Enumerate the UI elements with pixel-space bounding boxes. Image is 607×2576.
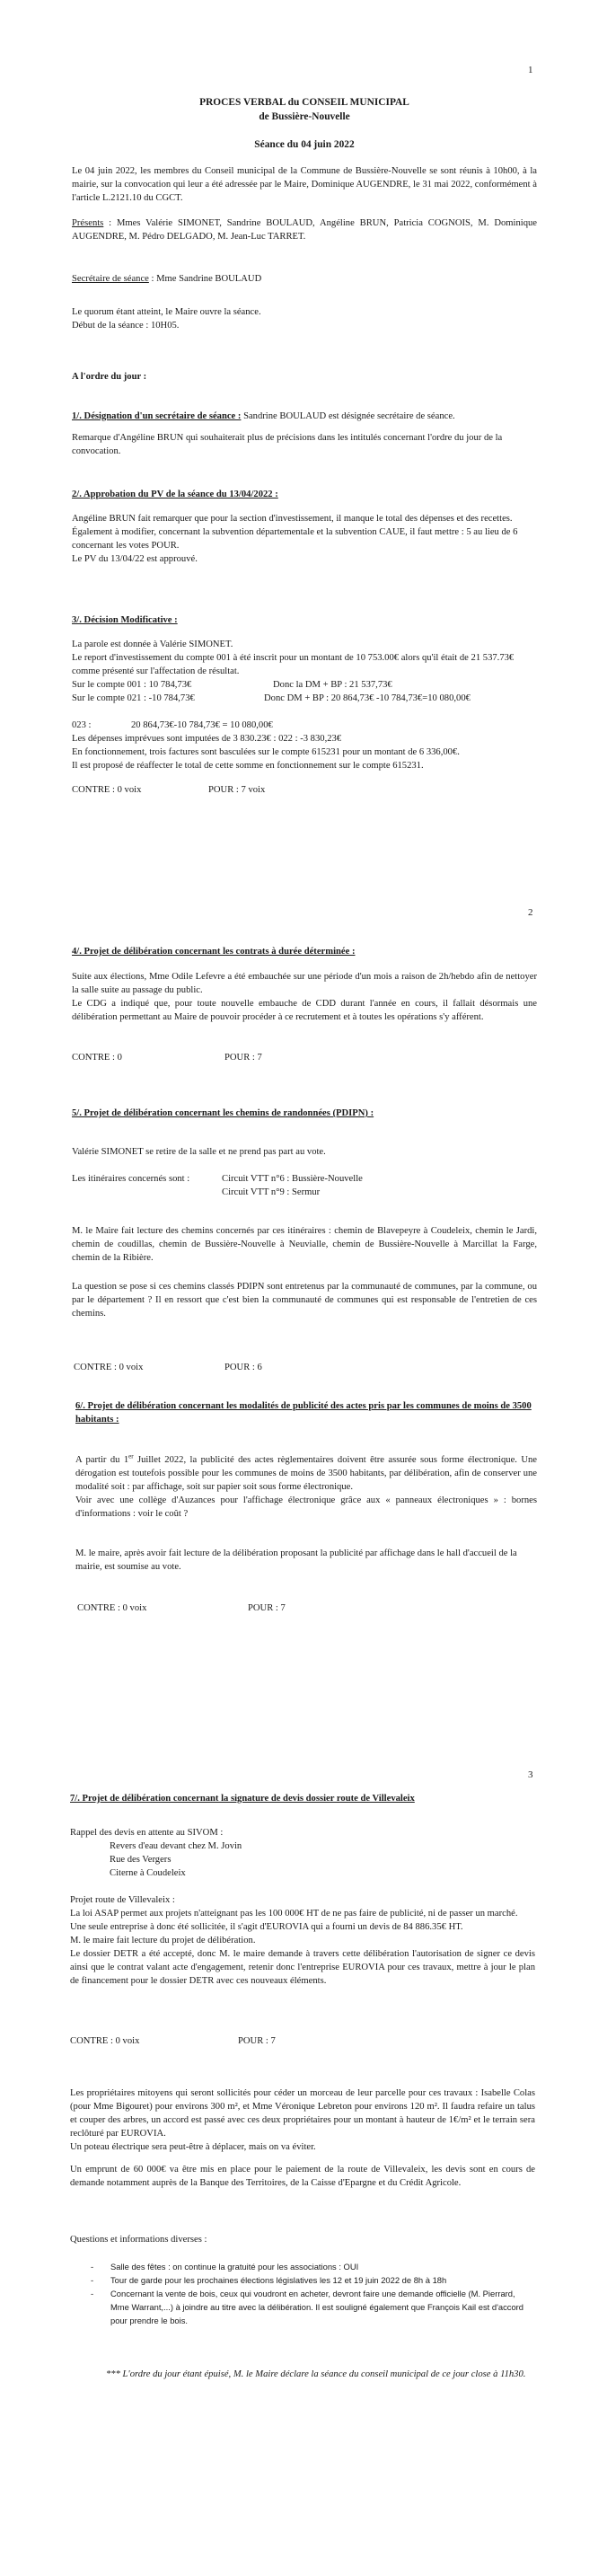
section-4-para: Suite aux élections, Mme Odile Lefevre a été embauchée sur une période d'un mois a raison de 2h/hebdo afin de nettoyer la salle suite au passage du public. <box>72 972 537 995</box>
misc-item: - Salle des fêtes : on continue la gratuité pour les associations : OUI <box>110 2260 535 2273</box>
section-3-line: Le report d'investissement du compte 001 à été inscrit pour un montant de 10 753.00€ alors qu'il était de 21 537.73€ comme présenté sur l'affectation de résultat. <box>72 653 515 676</box>
landowners-paragraph <box>70 2086 535 2154</box>
itinerary-item: Circuit VTT n°6 : Bussière-Nouvelle <box>222 1174 363 1184</box>
itineraries <box>72 1172 537 1199</box>
misc-item: - Concernant la vente de bois, ceux qui voudront en acheter, devront faire une demande officielle (M. Pierrard, Mme Warrant,...) à joindre au titre avec la délibération. Il est souligné également que François Kail est d'accord pour prendre le bois. <box>110 2287 535 2327</box>
account-row <box>72 692 537 705</box>
secretary-name: : Mme Sandrine BOULAUD <box>148 274 262 284</box>
section-4-heading: 4/. Projet de délibération concernant les contrats à durée déterminée : <box>72 947 356 957</box>
account-row <box>72 719 537 732</box>
session-start: Début de la séance : 10H05. <box>72 321 180 331</box>
section-6-para: Voir avec une collège d'Auzances pour l'affichage électronique grâce aux « panneaux électroniques » : bornes d'informations : voir le coût ? <box>75 1495 537 1519</box>
page-number: 2 <box>528 907 533 918</box>
title-line-1: PROCES VERBAL du CONSEIL MUNICIPAL <box>199 97 409 108</box>
vote-against: CONTRE : 0 <box>72 1053 122 1063</box>
closing-statement: *** L'ordre du jour étant épuisé, M. le Maire déclare la séance du conseil municipal de ce jour close à 11h30. <box>106 2369 526 2379</box>
section-1-remark: Remarque d'Angéline BRUN qui souhaiterait plus de précisions dans les intitulés concernant l'ordre du jour de la convocation. <box>72 433 503 456</box>
account-001-total: Donc la DM + BP : 21 537,73€ <box>273 680 392 690</box>
project-line: Une seule entreprise à donc été sollicitée, il s'agit d'EUROVIA qui a fourni un devis de 84 886.35€ HT. <box>70 1922 463 1932</box>
vote-against: CONTRE : 0 voix <box>72 785 142 795</box>
section-5-reading: M. le Maire fait lecture des chemins concernés par ces itinéraires : chemin de Blavepeyre à Coudeleix, chemin le Jardi, chemin de coudillas, chemin de Bussière-Nouvelle à Neuvialle, chemin de Bussière-Nouvelle à Marcillat la Farge, chemin de la Ribière. <box>72 1226 537 1263</box>
section-1 <box>72 410 537 423</box>
section-2-line: Angéline BRUN fait remarquer que pour la section d'investissement, il manque le total des dépenses et des recettes. <box>72 514 513 524</box>
page-number: 3 <box>528 1769 533 1780</box>
agenda-heading: A l'ordre du jour : <box>72 372 147 382</box>
account-023: 023 : <box>72 720 92 730</box>
intro-paragraph: Le 04 juin 2022, les membres du Conseil municipal de la Commune de Bussière-Nouvelle se sont réunis à 10h00, à la mairie, sur la convocation qui leur a été adressée par le Maire, Dominique AUGENDRE, le 31 mai 2022, conformément à l'article L.2121.10 du CGCT. <box>72 166 537 203</box>
section-2-heading: 2/. Approbation du PV de la séance du 13/04/2022 : <box>72 490 278 499</box>
section-2-line: Le PV du 13/04/22 est approuvé. <box>72 554 198 564</box>
landowners-text: Les propriétaires mitoyens qui seront sollicités pour céder un morceau de leur parcelle pour ces travaux : Isabelle Colas (pour Mme Bigouret) pour environs 300 m², et Mme Véronique Lebreton pour environs 120 m². Il faudra refaire un talus et couper des arbres, un accord est passé avec ces deux propriétaires pour un montant à hauteur de 1€/m² et le terrain sera reclôturé par EUROVIA. <box>70 2088 535 2139</box>
attendees-list: : Mmes Valérie SIMONET, Sandrine BOULAUD, Angéline BRUN, Patricia COGNOIS, M. Dominique AUGENDRE, M. Pédro DELGADO, M. Jean-Luc TARRET. <box>72 218 537 242</box>
page-number: 1 <box>528 65 533 75</box>
secretary-label: Secrétaire de séance <box>72 274 149 284</box>
section-6-para: A partir du 1er Juillet 2022, la publicité des actes règlementaires doivent être assurée sous forme électronique. Une dérogation est toutefois possible pour les communes de moins de 3500 habitants, par délibération, afin de conserver une modalité soit : par affichage, soit sur papier soit sous forme électronique. <box>75 1452 537 1492</box>
misc-list <box>70 2260 535 2327</box>
project-line: Le dossier DETR a été accepté, donc M. le maire demande à travers cette délibération l'autorisation de signer ce devis ainsi que le contrat valant acte d'engagement, retenir donc l'entreprise EUROVIA pour ces travaux, mettre à jour le plan de financement pour le dossier DETR avec ces nouveaux éléments. <box>70 1949 535 1986</box>
section-2-body <box>72 512 537 566</box>
attendees <box>72 216 537 243</box>
section-4-para: Le CDG a indiqué que, pour toute nouvelle embauche de CDD durant l'année en cours, il fallait désormais une délibération permettant au Maire de pouvoir procéder à ce recrutement et à toutes les opérations s'y afférent. <box>72 999 537 1022</box>
reminder-item: Revers d'eau devant chez M. Jovin <box>110 1841 242 1851</box>
section-5-heading: 5/. Projet de délibération concernant les chemins de randonnées (PDIPN) : <box>72 1108 374 1118</box>
reminder-item: Rue des Vergers <box>110 1855 172 1865</box>
vote-against: CONTRE : 0 voix <box>77 1603 147 1613</box>
project-line: La loi ASAP permet aux projets n'atteignant pas les 100 000€ HT de ne pas faire de publicité, ni de passer un marché. <box>70 1909 518 1919</box>
section-2-line: Également à modifier, concernant la subvention départementale et la subvention CAUE, il faut mettre : 5 au lieu de 6 concernant les votes POUR. <box>72 527 518 551</box>
section-5-withdrawal: Valérie SIMONET se retire de la salle et ne prend pas part au vote. <box>72 1147 326 1157</box>
account-021-total: Donc DM + BP : 20 864,73€ -10 784,73€=10 080,00€ <box>264 693 471 703</box>
document-title <box>72 95 537 124</box>
villevaleix-project <box>70 1893 535 1988</box>
account-row <box>72 678 537 692</box>
misc-heading: Questions et informations diverses : <box>70 2235 207 2245</box>
section-1-text: Sandrine BOULAUD est désignée secrétaire de séance. <box>241 411 455 421</box>
vote-against: CONTRE : 0 voix <box>74 1363 144 1372</box>
section-7-heading: 7/. Projet de délibération concernant la signature de devis dossier route de Villevaleix <box>70 1794 415 1804</box>
pole-text: Un poteau électrique sera peut-être à déplacer, mais on va éviter. <box>70 2142 316 2152</box>
vote-for: POUR : 7 voix <box>208 785 266 795</box>
section-5-question: La question se pose si ces chemins classés PDIPN sont entretenus par la communauté de communes, par la commune, ou par le département ? Il en ressort que c'est bien la communauté de communes qui est responsable de l'entretien de ces chemins. <box>72 1282 537 1319</box>
quorum <box>72 305 537 332</box>
section-3-body <box>72 638 537 772</box>
itineraries-label: Les itinéraires concernés sont : <box>72 1174 190 1184</box>
vote-against: CONTRE : 0 voix <box>70 2036 140 2046</box>
account-021: Sur le compte 021 : -10 784,73€ <box>72 693 195 703</box>
reminder-label: Rappel des devis en attente au SIVOM : <box>70 1828 224 1838</box>
project-line: M. le maire fait lecture du projet de délibération. <box>70 1936 256 1945</box>
section-6-heading: 6/. Projet de délibération concernant les modalités de publicité des actes pris par les communes de moins de 3500 habitants : <box>75 1401 532 1425</box>
account-023-calc: 20 864,73€-10 784,73€ = 10 080,00€ <box>131 720 273 730</box>
title-line-2: de Bussière-Nouvelle <box>259 111 350 122</box>
section-3-line: Il est proposé de réaffecter le total de cette somme en fonctionnement sur le compte 615231. <box>72 761 424 771</box>
vote-for: POUR : 7 <box>238 2036 276 2046</box>
section-6-vote-intro: M. le maire, après avoir fait lecture de la délibération proposant la publicité par affichage dans le hall d'accueil de la mairie, est soumise au vote. <box>75 1548 517 1572</box>
session-secretary <box>72 272 537 286</box>
sivom-reminder <box>70 1826 535 1880</box>
section-3-heading: 3/. Décision Modificative : <box>72 615 178 625</box>
misc-item: - Tour de garde pour les prochaines élections législatives les 12 et 19 juin 2022 de 8h à 18h <box>110 2273 535 2287</box>
attendees-label: Présents <box>72 218 104 228</box>
section-3-line: Les dépenses imprévues sont imputées de 3 830.23€ : 022 : -3 830,23€ <box>72 734 342 744</box>
vote-for: POUR : 6 <box>224 1363 262 1372</box>
project-label: Projet route de Villevaleix : <box>70 1895 175 1905</box>
section-3-line: La parole est donnée à Valérie SIMONET. <box>72 640 233 649</box>
reminder-item: Citerne à Coudeleix <box>110 1868 186 1878</box>
account-001: Sur le compte 001 : 10 784,73€ <box>72 680 192 690</box>
section-1-heading: 1/. Désignation d'un secrétaire de séance : <box>72 411 242 421</box>
vote-for: POUR : 7 <box>248 1603 286 1613</box>
itinerary-item: Circuit VTT n°9 : Sermur <box>222 1187 321 1197</box>
loan-paragraph: Un emprunt de 60 000€ va être mis en place pour le paiement de la route de Villevaleix, les devis sont en cours de demande notamment auprès de la Banque des Territoires, de la Caisse d'Epargne et du Crédit Agricole. <box>70 2165 535 2188</box>
section-6-body <box>75 1453 537 1521</box>
session-date: Séance du 04 juin 2022 <box>254 139 355 150</box>
section-4-body <box>72 970 537 1024</box>
vote-for: POUR : 7 <box>224 1053 262 1063</box>
section-3-line: En fonctionnement, trois factures sont basculées sur le compte 615231 pour un montant de 6 336,00€. <box>72 747 460 757</box>
quorum-line: Le quorum étant atteint, le Maire ouvre la séance. <box>72 307 261 317</box>
